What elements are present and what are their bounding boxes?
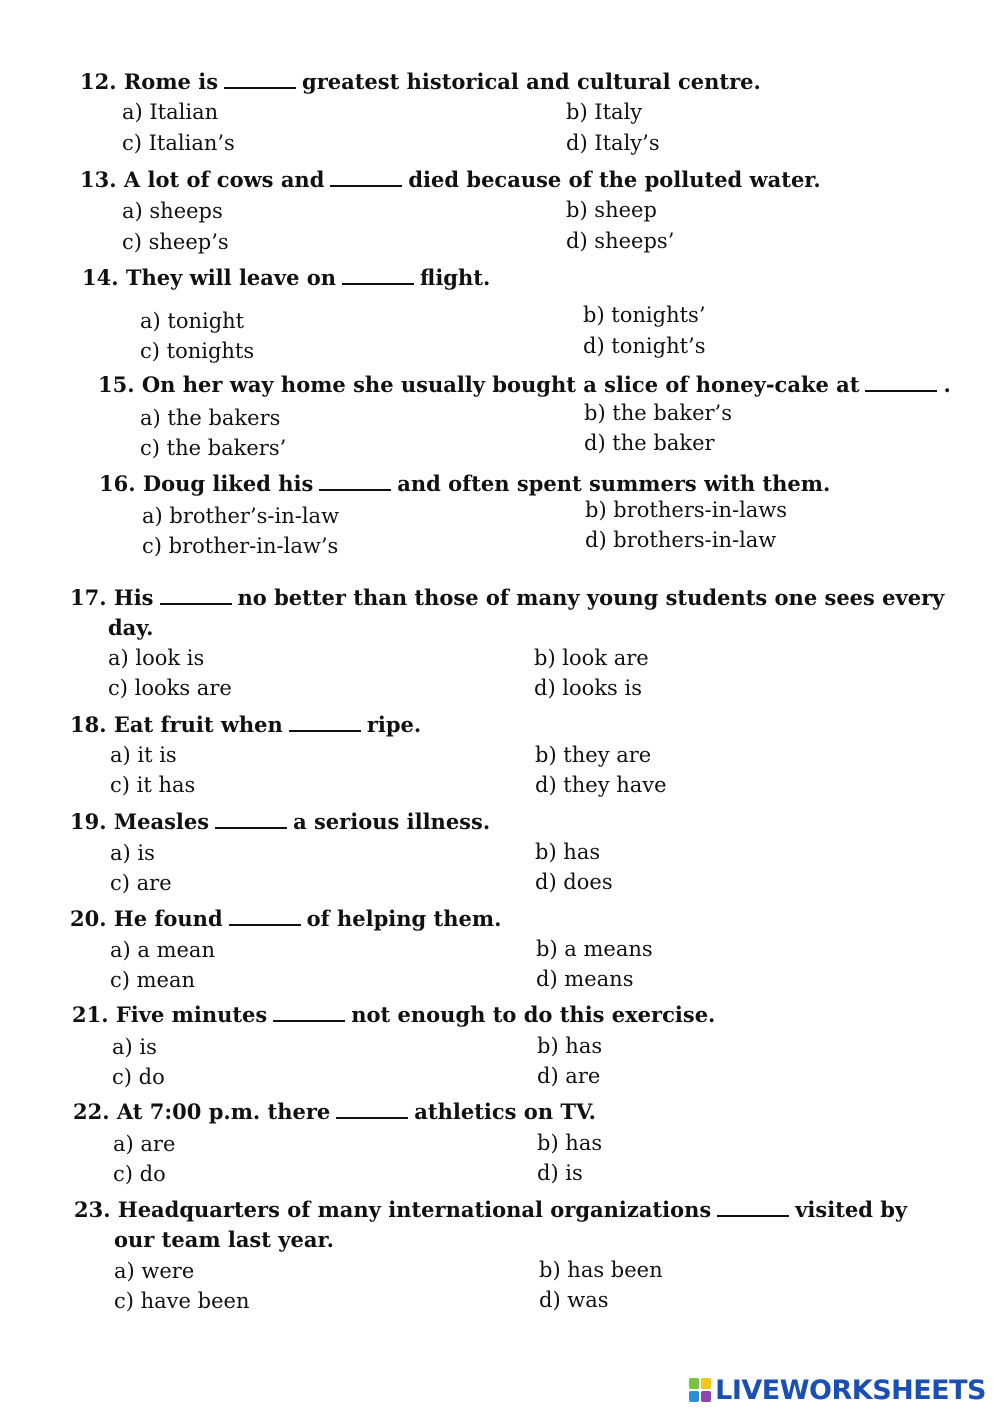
question-stem: 20. He found of helping them.: [70, 906, 502, 931]
option-c[interactable]: c) brother-in-law’s: [142, 534, 339, 558]
question-stem: 15. On her way home she usually bought a slice of honey-cake at .: [98, 372, 951, 397]
option-c[interactable]: c) Italian’s: [122, 131, 235, 155]
answer-blank[interactable]: [273, 1000, 345, 1022]
answer-blank[interactable]: [229, 904, 301, 926]
answer-blank[interactable]: [160, 583, 232, 605]
answer-blank[interactable]: [865, 370, 937, 392]
option-c[interactable]: c) do: [113, 1162, 166, 1186]
option-d[interactable]: d) was: [539, 1288, 609, 1312]
option-b[interactable]: b) the baker’s: [584, 401, 732, 425]
option-a[interactable]: a) is: [112, 1035, 157, 1059]
liveworksheets-icon: [689, 1378, 711, 1402]
option-a[interactable]: a) a mean: [110, 938, 215, 962]
option-b[interactable]: b) sheep: [566, 198, 657, 222]
option-d[interactable]: d) Italy’s: [566, 131, 660, 155]
question-16: [99, 469, 979, 499]
option-d[interactable]: d) is: [537, 1161, 583, 1185]
option-d[interactable]: d) means: [536, 967, 634, 991]
question-stem: 23. Headquarters of many international organizations visited by our team last year.: [74, 1197, 908, 1252]
answer-blank[interactable]: [289, 710, 361, 732]
answer-blank[interactable]: [342, 263, 414, 285]
option-c[interactable]: c) looks are: [108, 676, 232, 700]
answer-blank[interactable]: [330, 165, 402, 187]
option-c[interactable]: c) the bakers’: [140, 436, 287, 460]
option-b[interactable]: b) a means: [536, 937, 653, 961]
option-a[interactable]: a) are: [113, 1132, 176, 1156]
question-17: [70, 583, 950, 643]
question-stem: 16. Doug liked his and often spent summers with them.: [99, 471, 831, 496]
option-d[interactable]: d) are: [537, 1064, 601, 1088]
option-d[interactable]: d) does: [535, 870, 613, 894]
question-21: [72, 1000, 952, 1030]
question-14: [82, 263, 962, 293]
option-b[interactable]: b) has: [537, 1131, 603, 1155]
option-d[interactable]: d) the baker: [584, 431, 715, 455]
option-c[interactable]: c) do: [112, 1065, 165, 1089]
question-stem: 13. A lot of cows and died because of the polluted water.: [80, 167, 821, 192]
question-stem: 14. They will leave on flight.: [82, 265, 491, 290]
option-b[interactable]: b) tonights’: [583, 303, 706, 327]
question-15: [98, 370, 978, 400]
option-c[interactable]: c) it has: [110, 773, 196, 797]
option-a[interactable]: a) were: [114, 1259, 195, 1283]
question-stem: 18. Eat fruit when ripe.: [70, 712, 422, 737]
question-12: [80, 67, 960, 97]
option-b[interactable]: b) they are: [535, 743, 652, 767]
question-19: [70, 807, 950, 837]
question-stem: 21. Five minutes not enough to do this exercise.: [72, 1002, 716, 1027]
option-c[interactable]: c) are: [110, 871, 172, 895]
option-d[interactable]: d) looks is: [534, 676, 642, 700]
option-a[interactable]: a) brother’s-in-law: [142, 504, 340, 528]
question-18: [70, 710, 950, 740]
option-b[interactable]: b) has: [537, 1034, 603, 1058]
liveworksheets-logo: [689, 1374, 986, 1406]
option-b[interactable]: b) brothers-in-laws: [585, 498, 788, 522]
option-a[interactable]: a) Italian: [122, 100, 219, 124]
question-stem: 22. At 7:00 p.m. there athletics on TV.: [73, 1099, 596, 1124]
question-stem: 12. Rome is greatest historical and cultural centre.: [80, 69, 761, 94]
option-a[interactable]: a) tonight: [140, 309, 245, 333]
option-c[interactable]: c) mean: [110, 968, 196, 992]
question-20: [70, 904, 950, 934]
option-c[interactable]: c) tonights: [140, 339, 255, 363]
answer-blank[interactable]: [717, 1195, 789, 1217]
option-b[interactable]: b) look are: [534, 646, 649, 670]
option-a[interactable]: a) the bakers: [140, 406, 281, 430]
question-23: [74, 1195, 954, 1255]
answer-blank[interactable]: [336, 1097, 408, 1119]
answer-blank[interactable]: [224, 67, 296, 89]
option-b[interactable]: b) has: [535, 840, 601, 864]
option-a[interactable]: a) it is: [110, 743, 177, 767]
option-d[interactable]: d) tonight’s: [583, 334, 706, 358]
option-d[interactable]: d) they have: [535, 773, 667, 797]
option-c[interactable]: c) have been: [114, 1289, 250, 1313]
option-a[interactable]: a) sheeps: [122, 199, 223, 223]
option-d[interactable]: d) sheeps’: [566, 229, 675, 253]
question-13: [80, 165, 960, 195]
option-a[interactable]: a) look is: [108, 646, 205, 670]
question-22: [73, 1097, 953, 1127]
option-b[interactable]: b) Italy: [566, 100, 643, 124]
question-stem: 19. Measles a serious illness.: [70, 809, 491, 834]
answer-blank[interactable]: [215, 807, 287, 829]
option-b[interactable]: b) has been: [539, 1258, 663, 1282]
option-c[interactable]: c) sheep’s: [122, 230, 229, 254]
option-d[interactable]: d) brothers-in-law: [585, 528, 777, 552]
option-a[interactable]: a) is: [110, 841, 155, 865]
brand-name: LIVEWORKSHEETS: [715, 1374, 986, 1406]
question-stem: 17. His no better than those of many young students one sees every day.: [70, 585, 945, 640]
answer-blank[interactable]: [319, 469, 391, 491]
